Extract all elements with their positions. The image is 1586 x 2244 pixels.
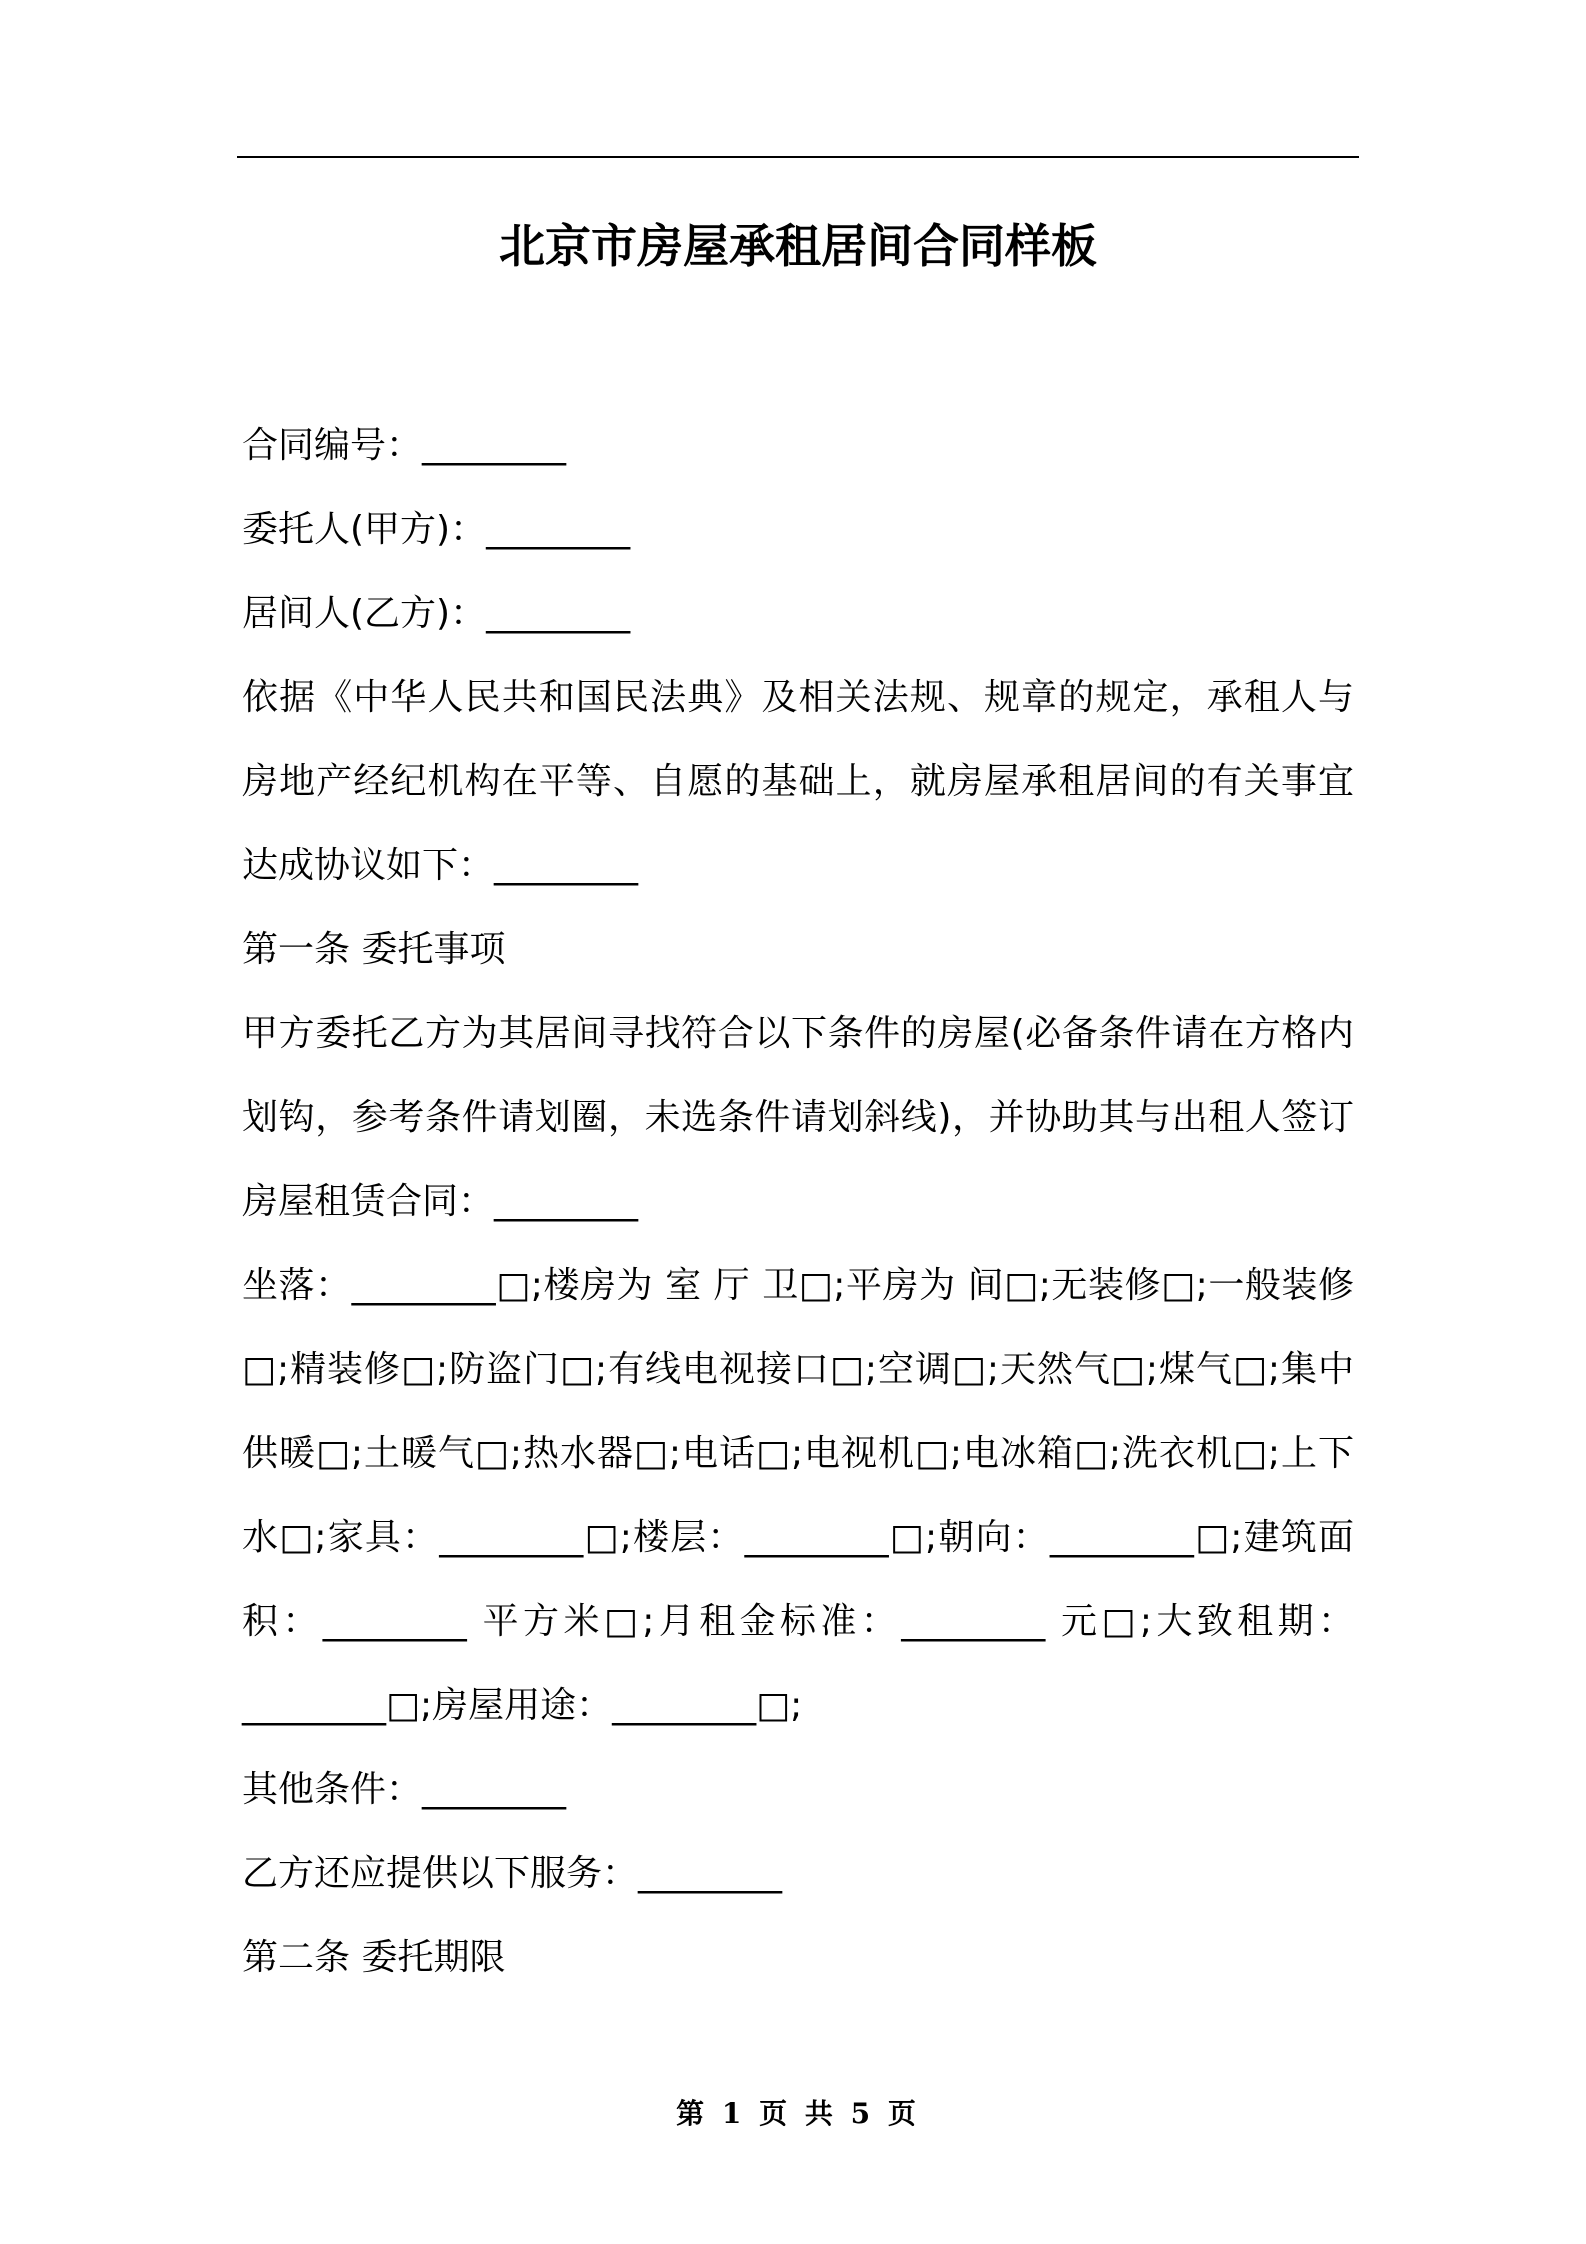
- principal-party-line: 委托人(甲方)：________: [242, 509, 631, 550]
- contract-number-line: 合同编号：________: [242, 425, 567, 466]
- intermediary-party-line: 居间人(乙方)：________: [242, 593, 631, 634]
- article-1-paragraph: 甲方委托乙方为其居间寻找符合以下条件的房屋(必备条件请在方格内划钩，参考条件请划圈，未选条件请划斜线)，并协助其与出租人签订房屋租赁合同：________: [242, 1013, 1354, 1222]
- preamble-paragraph: 依据《中华人民共和国民法典》及相关法规、规章的规定，承租人与房地产经纪机构在平等、自愿的基础上，就房屋承租居间的有关事宜达成协议如下：________: [242, 677, 1354, 886]
- page-number: 第 1 页 共 5 页: [676, 2097, 920, 2130]
- document-title: 北京市房屋承租居间合同样板: [499, 219, 1097, 273]
- property-conditions-paragraph: 坐落：________□;楼房为 室 厅 卫□;平房为 间□;无装修□;一般装修□;精装修□;防盗门□;有线电视接口□;空调□;天然气□;煤气□;集中供暖□;土暖气□;热水器□;电话□;电视机□;电冰箱□;洗衣机□;上下水□;家具：________□;楼层：________□;朝向：________□;建筑面积：________ 平方米□;月租金标准：________ 元□;大致租期：________□;房屋用途：________□;: [242, 1265, 1354, 1726]
- article-1-heading: 第一条 委托事项: [242, 929, 506, 970]
- header-rule: [237, 156, 1359, 158]
- document-body: [242, 404, 1354, 2000]
- additional-services-line: 乙方还应提供以下服务：________: [242, 1853, 783, 1894]
- other-conditions-line: 其他条件：________: [242, 1769, 567, 1810]
- article-2-heading: 第二条 委托期限: [242, 1937, 506, 1978]
